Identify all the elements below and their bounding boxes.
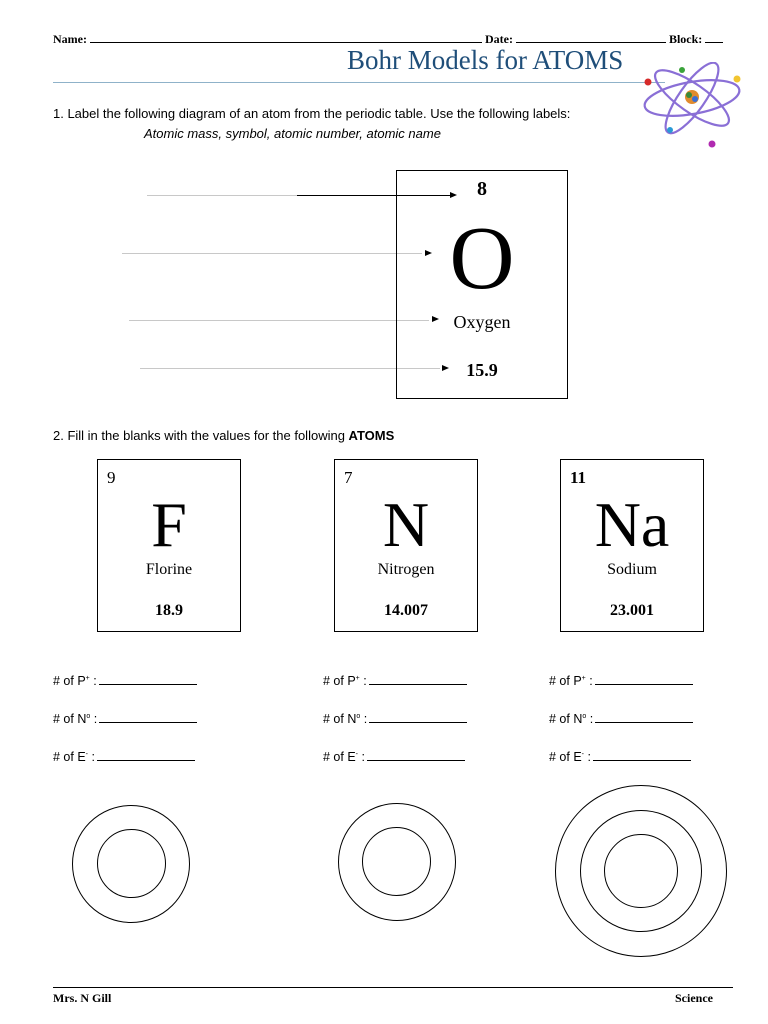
atomic-mass: 14.007 bbox=[384, 602, 428, 619]
page-title: Bohr Models for ATOMS bbox=[347, 45, 624, 75]
protons-field-nitrogen[interactable]: # of P+ : bbox=[323, 674, 467, 688]
main-name: Oxygen bbox=[453, 312, 511, 332]
bohr-inner-ring-nitrogen[interactable] bbox=[362, 827, 431, 896]
main-atomic-mass: 15.9 bbox=[466, 360, 498, 380]
bohr-inner-ring-fluorine[interactable] bbox=[97, 829, 166, 898]
protons-field-fluorine[interactable]: # of P+ : bbox=[53, 674, 197, 688]
element-tile-sodium bbox=[560, 459, 704, 632]
neutrons-field-nitrogen[interactable]: # of $N^o$ : bbox=[323, 712, 467, 726]
question-2-prompt: 2. Fill in the blanks with the values for the following ATOMS bbox=[53, 428, 395, 443]
atomic-number: 7 bbox=[344, 468, 353, 487]
element-name: Sodium bbox=[607, 561, 657, 578]
label-line-4[interactable] bbox=[140, 368, 440, 369]
element-symbol: N bbox=[382, 489, 430, 560]
footer-subject: Science bbox=[675, 991, 713, 1005]
main-element-tile bbox=[396, 170, 568, 399]
block-field[interactable] bbox=[705, 31, 723, 43]
question-1-prompt: 1. Label the following diagram of an atom from the periodic table. Use the following labels: bbox=[53, 106, 571, 121]
protons-field-sodium[interactable]: # of P+ : bbox=[549, 674, 693, 688]
electrons-field-sodium[interactable]: # of E- : bbox=[549, 750, 691, 764]
label-line-3[interactable] bbox=[129, 320, 429, 321]
main-symbol: O bbox=[449, 209, 515, 308]
element-name: Florine bbox=[145, 561, 193, 578]
element-symbol: F bbox=[151, 489, 187, 560]
atomic-number: 11 bbox=[570, 468, 587, 487]
electrons-field-nitrogen[interactable]: # of E- : bbox=[323, 750, 465, 764]
name-field[interactable] bbox=[90, 31, 482, 43]
atomic-mass: 23.001 bbox=[610, 602, 654, 619]
bohr-inner-ring-sodium[interactable] bbox=[604, 834, 678, 908]
neutrons-field-fluorine[interactable]: # of $N^o$ : bbox=[53, 712, 197, 726]
question-1-labels-hint: Atomic mass, symbol, atomic number, atomic name bbox=[144, 126, 441, 141]
element-symbol: Na bbox=[594, 489, 670, 560]
element-name: Nitrogen bbox=[377, 561, 435, 578]
atom-logo-icon bbox=[640, 62, 745, 150]
footer-teacher: Mrs. N Gill bbox=[53, 991, 112, 1005]
title-rule bbox=[53, 82, 665, 83]
main-atomic-number: 8 bbox=[477, 178, 487, 200]
footer-rule bbox=[53, 987, 733, 988]
neutrons-field-sodium[interactable]: # of $N^o$ : bbox=[549, 712, 693, 726]
name-label: Name: bbox=[53, 32, 87, 46]
date-label: Date: bbox=[484, 32, 513, 46]
atomic-mass: 18.9 bbox=[155, 602, 183, 619]
date-field[interactable] bbox=[516, 31, 666, 43]
label-line-2[interactable] bbox=[122, 253, 422, 254]
electrons-field-fluorine[interactable]: # of E- : bbox=[53, 750, 195, 764]
element-tile-fluorine bbox=[97, 459, 241, 632]
element-tile-nitrogen bbox=[334, 459, 478, 632]
atomic-number: 9 bbox=[107, 468, 116, 487]
label-line-1[interactable] bbox=[147, 195, 297, 196]
block-label: Block: bbox=[668, 32, 703, 46]
